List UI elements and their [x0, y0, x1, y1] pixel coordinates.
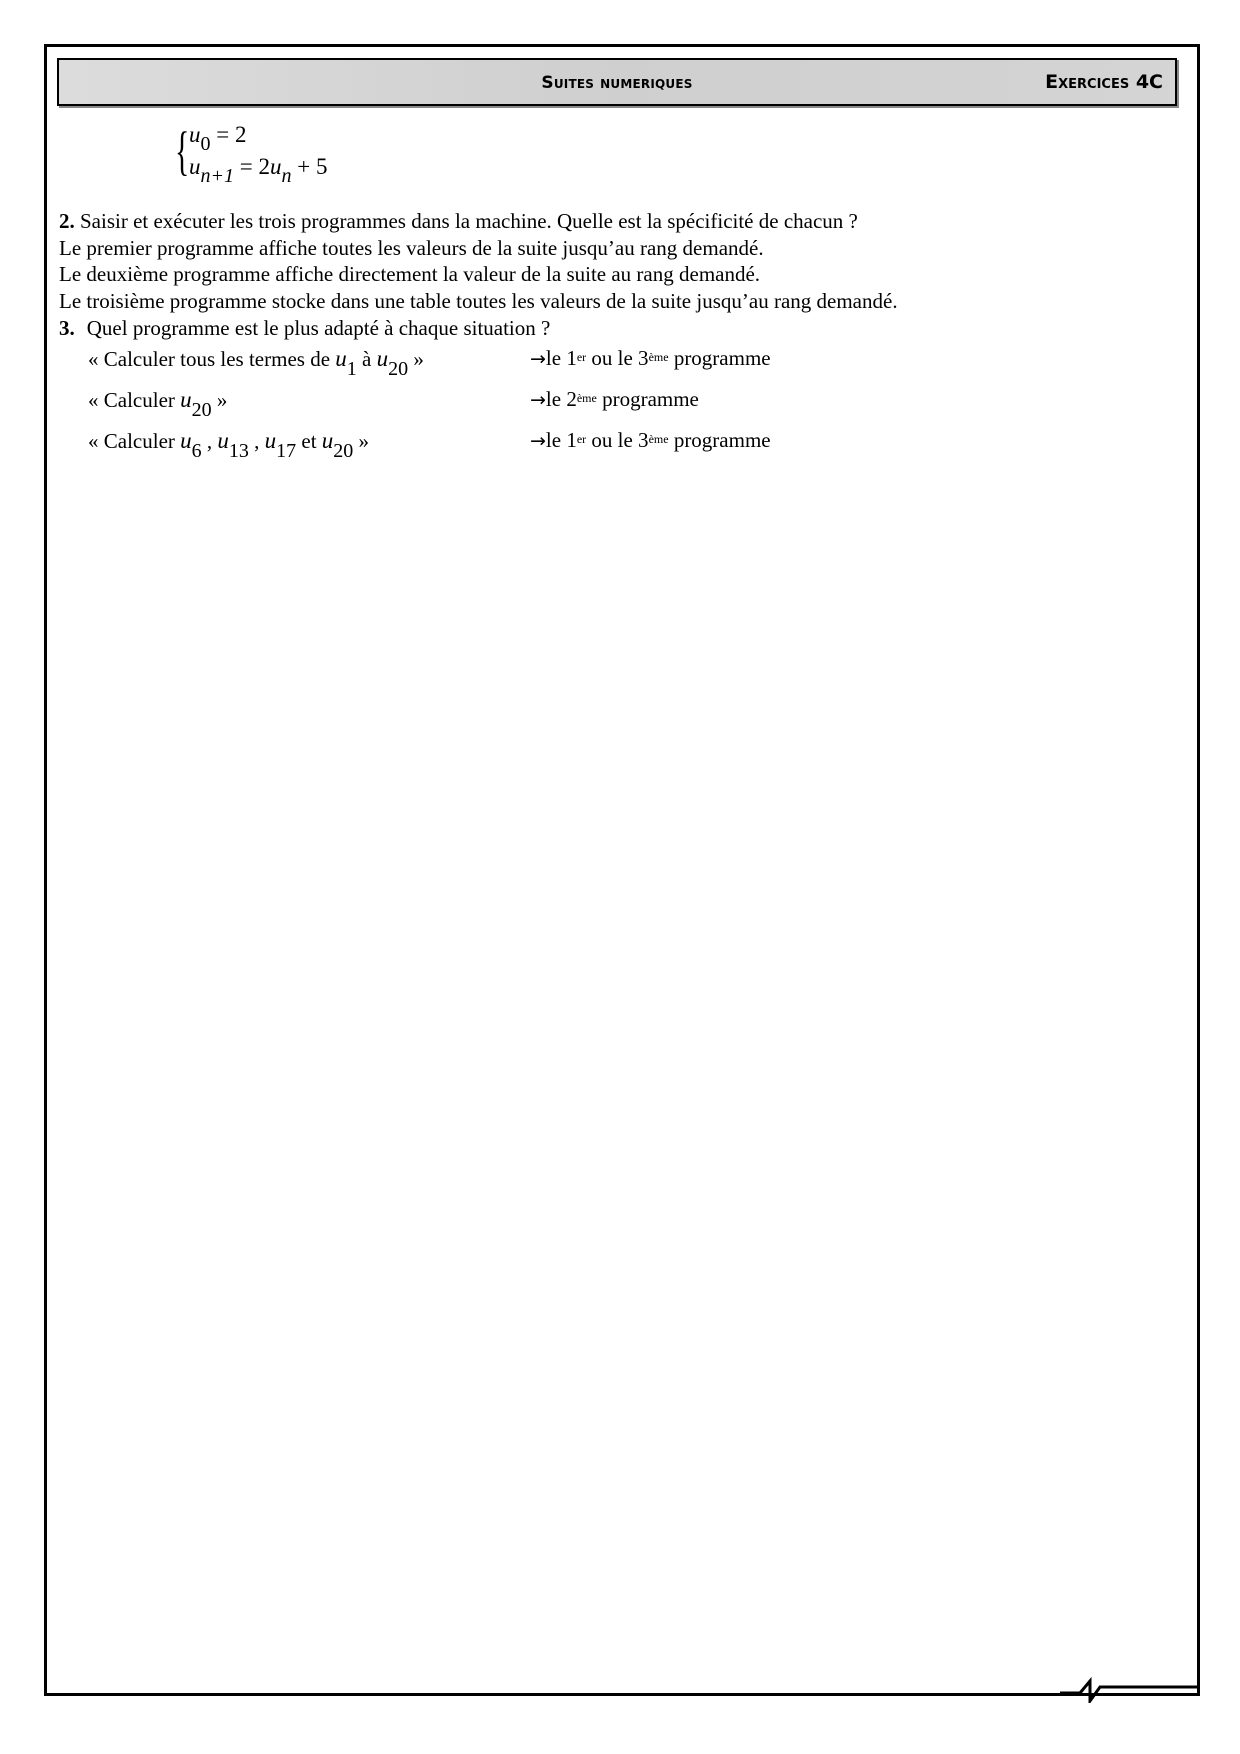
q3-situation-1	[88, 346, 424, 380]
var-u: u	[180, 428, 192, 453]
var-u: u	[180, 387, 192, 412]
equation-mid: = 2	[234, 154, 270, 179]
situation-text: « Calculer	[88, 429, 181, 453]
corner-mark	[1060, 1673, 1200, 1703]
var-u: u	[189, 154, 201, 179]
q2-answer-2: Le deuxième programme affiche directement la valeur de la suite au rang demandé.	[59, 262, 761, 286]
page-header	[57, 58, 1177, 106]
q3-situation-3	[88, 428, 370, 462]
answer-text: ou le 3	[586, 428, 649, 452]
answer-text: programme	[596, 387, 699, 411]
header-code: Exercices 4C	[1045, 71, 1163, 93]
answer-text: programme	[668, 346, 771, 370]
situation-text: à	[356, 347, 377, 371]
superscript: er	[576, 432, 587, 446]
answer-text: le 1	[545, 428, 577, 452]
answer-text: programme	[668, 428, 771, 452]
q2-answer-1: Le premier programme affiche toutes les valeurs de la suite jusqu’au rang demandé.	[59, 236, 764, 260]
var-u: u	[321, 428, 334, 453]
header-title: Suites numeriques	[541, 73, 693, 93]
superscript: ème	[576, 391, 597, 405]
subscript: 0	[200, 133, 211, 155]
superscript: ème	[648, 350, 669, 364]
var-u: u	[189, 122, 201, 147]
situation-text: »	[408, 347, 424, 371]
q2-question	[59, 209, 858, 234]
subscript: 20	[191, 399, 212, 421]
subscript: 6	[191, 440, 202, 462]
subscript: 20	[333, 440, 354, 462]
var-u: u	[269, 154, 282, 179]
var-u: u	[264, 428, 277, 453]
q3-answer-3	[530, 428, 771, 453]
system-line-initial	[189, 122, 247, 155]
arrow-right-icon: →	[530, 348, 546, 370]
q3-answer-2	[530, 387, 699, 412]
var-u: u	[335, 346, 347, 371]
superscript: er	[576, 350, 587, 364]
separator: ,	[248, 429, 265, 453]
q3-situation-2	[88, 387, 228, 421]
situation-text: »	[211, 388, 228, 412]
separator: et	[296, 429, 322, 453]
brace-symbol: {	[175, 121, 190, 181]
subscript: 1	[346, 358, 357, 380]
q3-text: Quel programme est le plus adapté à chaque situation ?	[86, 316, 551, 340]
situation-text: « Calculer tous les termes de	[88, 347, 336, 371]
q2-answer-3: Le troisième programme stocke dans une table toutes les valeurs de la suite jusqu’au rang demandé.	[59, 289, 898, 313]
answer-text: le 2	[545, 387, 577, 411]
subscript: n	[281, 165, 292, 187]
q2-text: Saisir et exécuter les trois programmes dans la machine. Quelle est la spécificité de chacun ?	[74, 209, 858, 233]
system-line-recurrence	[189, 154, 328, 187]
answer-text: ou le 3	[586, 346, 649, 370]
q3-number: 3.	[59, 316, 75, 340]
q3-question	[59, 316, 550, 341]
subscript: n+1	[200, 165, 234, 187]
equation-rest: = 2	[210, 122, 247, 147]
var-u: u	[217, 428, 229, 453]
q2-number: 2.	[59, 209, 75, 233]
separator: ,	[201, 429, 218, 453]
situation-text: »	[353, 429, 370, 453]
subscript: 17	[276, 440, 297, 462]
subscript: 20	[388, 358, 409, 380]
var-u: u	[376, 346, 389, 371]
arrow-right-icon: →	[530, 389, 546, 411]
arrow-right-icon: →	[530, 430, 546, 452]
superscript: ème	[648, 432, 669, 446]
answer-text: le 1	[545, 346, 577, 370]
subscript: 13	[228, 440, 249, 462]
equation-rest: + 5	[291, 154, 328, 179]
situation-text: « Calculer	[88, 388, 181, 412]
q3-answer-1	[530, 346, 771, 371]
